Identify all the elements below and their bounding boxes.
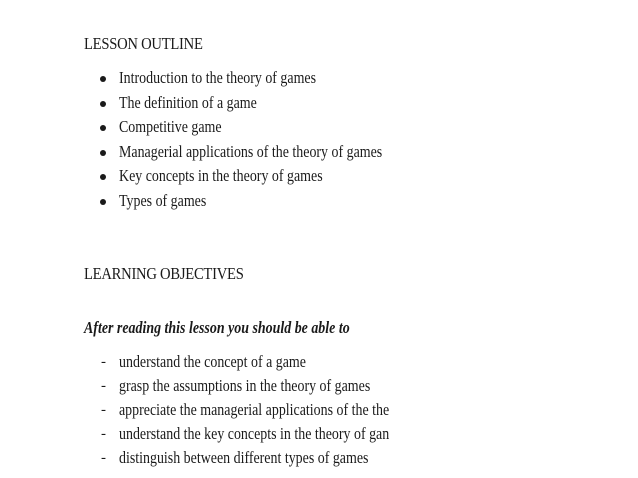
bullet-icon: [100, 150, 106, 156]
learning-objectives-heading: LEARNING OBJECTIVES: [84, 264, 244, 283]
list-item-text: The definition of a game: [119, 92, 257, 112]
list-item-text: Managerial applications of the theory of games: [119, 141, 383, 161]
list-item-text: distinguish between different types of games: [119, 448, 369, 467]
list-item-text: appreciate the managerial applications of the the: [119, 400, 390, 419]
list-item-text: understand the concept of a game: [119, 352, 306, 371]
bullet-icon: [100, 101, 106, 107]
bullet-icon: [100, 76, 106, 82]
dash-icon: -: [101, 426, 106, 442]
dash-icon: -: [101, 402, 106, 418]
list-item-text: grasp the assumptions in the theory of games: [119, 376, 371, 395]
bullet-icon: [100, 125, 106, 131]
list-item-text: Introduction to the theory of games: [119, 68, 317, 87]
dash-icon: -: [101, 378, 106, 394]
bullet-icon: [100, 199, 106, 205]
objectives-intro: After reading this lesson you should be able to: [84, 318, 350, 337]
dash-icon: -: [101, 354, 106, 370]
list-item-text: understand the key concepts in the theory of gan: [119, 424, 390, 443]
list-item-text: Types of games: [119, 190, 207, 210]
dash-icon: -: [101, 450, 106, 466]
list-item-text: Key concepts in the theory of games: [119, 166, 323, 186]
lesson-outline-heading: LESSON OUTLINE: [84, 34, 203, 53]
list-item-text: Competitive game: [119, 117, 222, 137]
bullet-icon: [100, 174, 106, 180]
